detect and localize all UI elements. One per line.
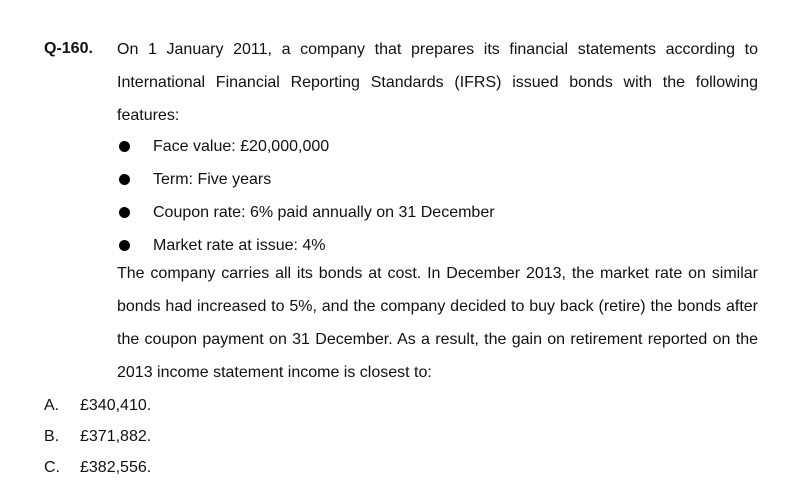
option-letter: C.	[44, 459, 60, 476]
list-item	[117, 130, 758, 163]
option-text: £371,882.	[80, 428, 152, 445]
option-letter: B.	[44, 428, 60, 445]
option-letter: A.	[44, 397, 60, 414]
bond-features-list	[117, 130, 758, 262]
answer-option-a[interactable]	[44, 390, 151, 421]
answer-option-c[interactable]	[44, 452, 151, 483]
feature-text: Term: Five years	[153, 171, 272, 188]
feature-text: Coupon rate: 6% paid annually on 31 December	[153, 204, 495, 221]
answer-option-b[interactable]	[44, 421, 151, 452]
bullet-icon	[119, 141, 130, 152]
bullet-icon	[119, 174, 130, 185]
feature-text: Face value: £20,000,000	[153, 138, 330, 155]
option-text: £382,556.	[80, 459, 152, 476]
bullet-icon	[119, 207, 130, 218]
bullet-icon	[119, 240, 130, 251]
list-item	[117, 196, 758, 229]
answer-options	[44, 390, 151, 483]
feature-text: Market rate at issue: 4%	[153, 237, 326, 254]
question-body: The company carries all its bonds at cost. In December 2013, the market rate on similar bonds had increased to 5%, and the company decided to buy back (retire) the bonds after the coupon payment on 31 December. As a result, the gain on retirement reported on the 2013 income statement income is closest to:	[117, 265, 758, 381]
question-number: Q-160.	[44, 40, 93, 57]
question-intro: On 1 January 2011, a company that prepares its financial statements according to International Financial Reporting Standards (IFRS) issued bonds with the following features:	[117, 41, 758, 124]
list-item	[117, 163, 758, 196]
option-text: £340,410.	[80, 397, 152, 414]
